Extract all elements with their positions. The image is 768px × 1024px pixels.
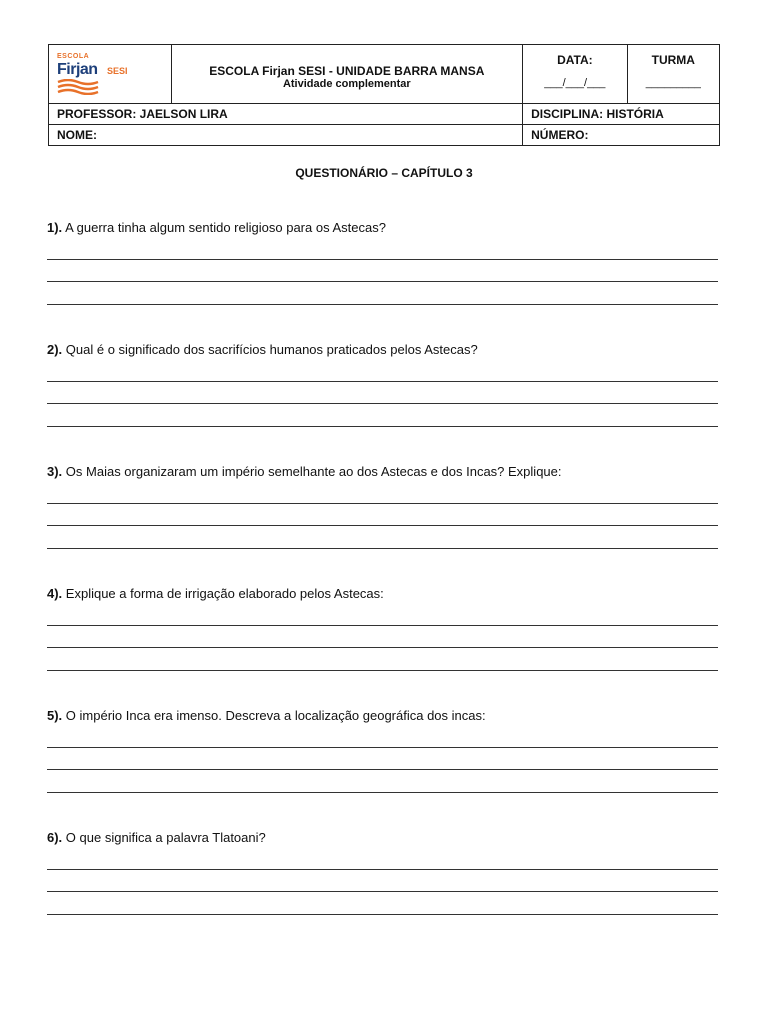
question-6	[47, 829, 719, 847]
question-number: 6).	[47, 830, 63, 845]
question-body: A guerra tinha algum sentido religioso para os Astecas?	[65, 220, 386, 235]
question-4	[47, 585, 719, 603]
question-text	[47, 707, 719, 725]
answer-line[interactable]	[47, 625, 718, 626]
question-text	[47, 585, 719, 603]
turma-cell	[627, 45, 719, 104]
answer-line[interactable]	[47, 281, 718, 282]
question-text	[47, 341, 719, 359]
professor-field: PROFESSOR: JAELSON LIRA	[49, 104, 523, 125]
answer-line[interactable]	[47, 548, 718, 549]
disciplina-field: DISCIPLINA: HISTÓRIA	[523, 104, 720, 125]
question-text	[47, 829, 719, 847]
answer-line[interactable]	[47, 792, 718, 793]
question-number: 1).	[47, 220, 63, 235]
answer-line[interactable]	[47, 525, 718, 526]
answer-line[interactable]	[47, 747, 718, 748]
question-body: Os Maias organizaram um império semelhante ao dos Astecas e dos Incas? Explique:	[65, 464, 562, 479]
firjan-sesi-logo	[57, 53, 153, 97]
date-blank: ___/___/___	[544, 77, 606, 89]
logo-firjan-text: Firjan	[57, 61, 98, 78]
school-name: ESCOLA Firjan SESI - UNIDADE BARRA MANSA	[209, 64, 485, 78]
question-text	[47, 463, 719, 481]
turma-blank: _________	[645, 77, 701, 89]
question-3	[47, 463, 719, 481]
question-body: O império Inca era imenso. Descreva a localização geográfica dos incas:	[65, 708, 486, 723]
answer-line[interactable]	[47, 914, 718, 915]
question-number: 3).	[47, 464, 63, 479]
question-text	[47, 219, 719, 237]
answer-line[interactable]	[47, 304, 718, 305]
header-table	[48, 44, 720, 146]
answer-line[interactable]	[47, 869, 718, 870]
activity-subtitle: Atividade complementar	[282, 78, 411, 90]
logo-waves-icon	[57, 79, 99, 95]
answer-line[interactable]	[47, 670, 718, 671]
answer-line[interactable]	[47, 647, 718, 648]
question-body: Explique a forma de irrigação elaborado pelos Astecas:	[65, 586, 384, 601]
answer-line[interactable]	[47, 381, 718, 382]
numero-field[interactable]: NÚMERO:	[523, 125, 720, 146]
turma-label: TURMA	[651, 53, 695, 67]
answer-line[interactable]	[47, 503, 718, 504]
answer-line[interactable]	[47, 426, 718, 427]
school-cell	[171, 45, 523, 104]
question-number: 2).	[47, 342, 63, 357]
answer-line[interactable]	[47, 259, 718, 260]
date-label: DATA:	[557, 53, 593, 67]
question-1	[47, 219, 719, 237]
answer-line[interactable]	[47, 891, 718, 892]
logo-escola-text: ESCOLA	[57, 53, 90, 60]
question-number: 5).	[47, 708, 63, 723]
question-body: O que significa a palavra Tlatoani?	[65, 830, 266, 845]
question-number: 4).	[47, 586, 63, 601]
answer-line[interactable]	[47, 403, 718, 404]
question-2	[47, 341, 719, 359]
question-5	[47, 707, 719, 725]
logo-sesi-text: SESI	[107, 66, 128, 76]
page-title: QUESTIONÁRIO – CAPÍTULO 3	[295, 166, 473, 180]
answer-line[interactable]	[47, 769, 718, 770]
nome-field[interactable]: NOME:	[49, 125, 523, 146]
question-body: Qual é o significado dos sacrifícios humanos praticados pelos Astecas?	[65, 342, 478, 357]
date-cell	[523, 45, 627, 104]
logo-cell	[49, 45, 172, 104]
